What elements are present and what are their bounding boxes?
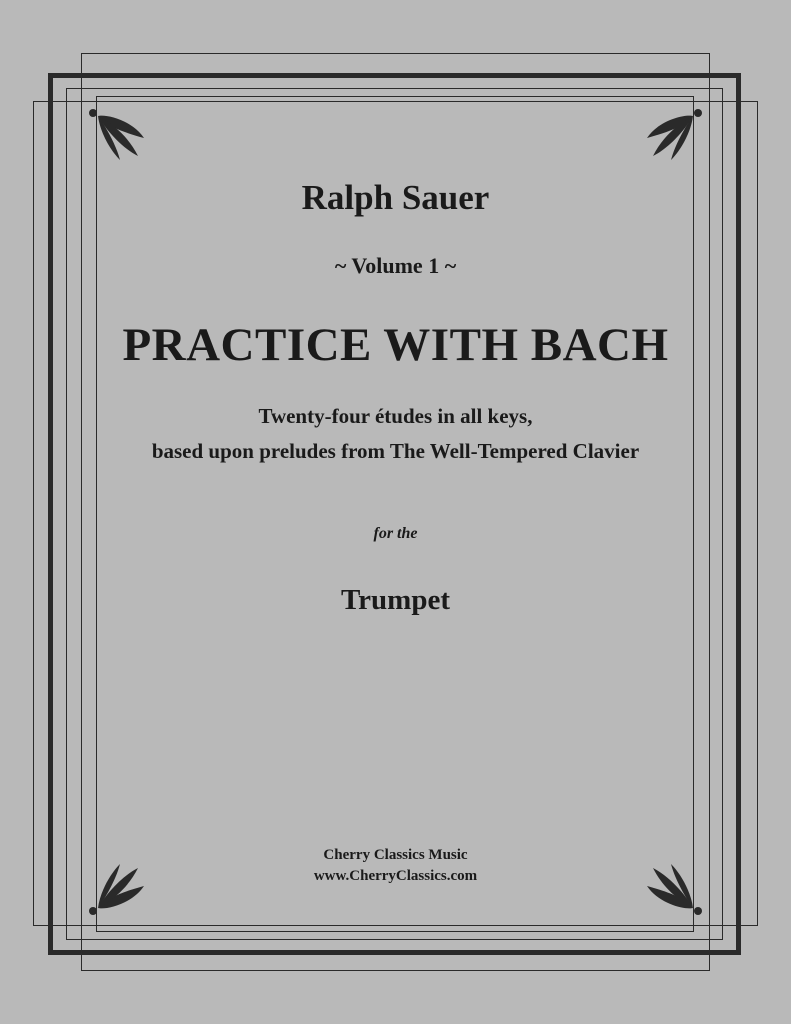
leaf-flourish-icon — [643, 104, 705, 166]
leaf-flourish-icon — [86, 104, 148, 166]
composer-name: Ralph Sauer — [301, 178, 490, 217]
subtitle — [0, 399, 791, 469]
subtitle-line-2: based upon preludes from The Well-Tempered Clavier — [151, 439, 640, 463]
volume-label: ~ Volume 1 ~ — [334, 253, 457, 278]
publisher-block — [0, 845, 791, 887]
publisher-url: www.CherryClassics.com — [313, 868, 478, 884]
subtitle-line-1: Twenty-four études in all keys, — [258, 404, 533, 428]
instrument-name: Trumpet — [340, 584, 450, 616]
publisher-name: Cherry Classics Music — [323, 847, 468, 863]
for-the-label: for the — [373, 525, 418, 542]
innermost-border — [96, 96, 694, 932]
book-title: PRACTICE WITH BACH — [122, 319, 669, 371]
